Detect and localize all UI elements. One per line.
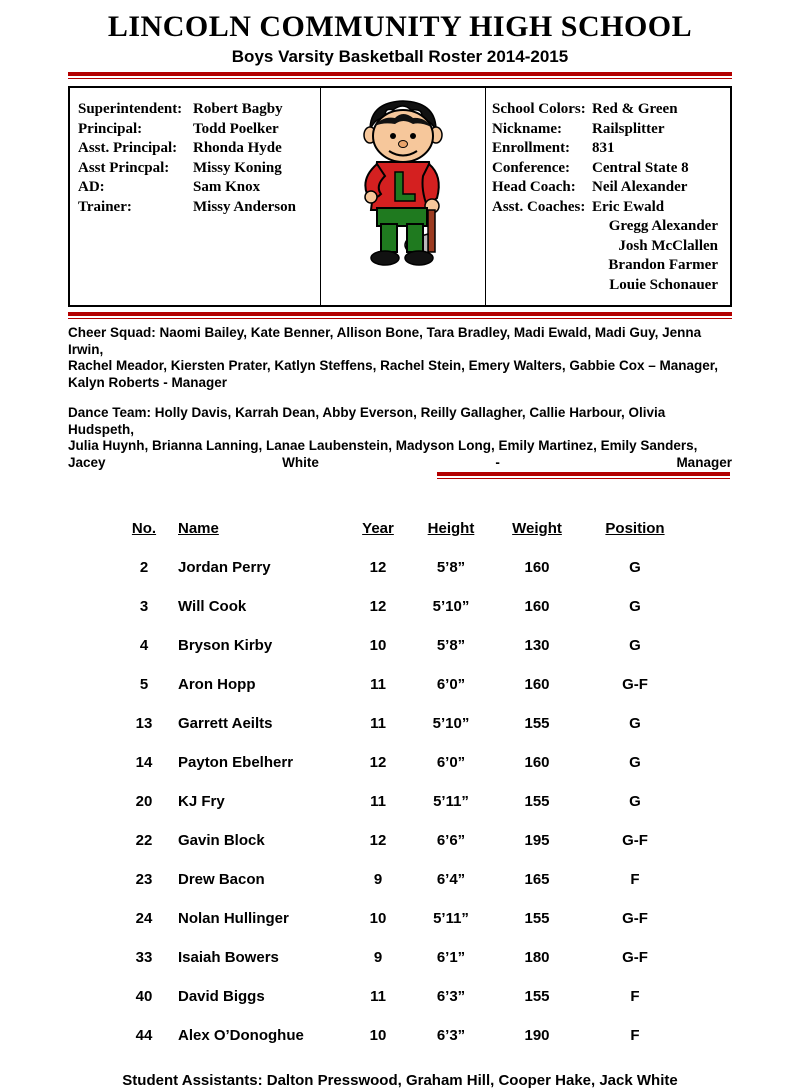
staff-row: [78, 120, 320, 140]
roster-table: [110, 509, 690, 1055]
roster-cell: G-F: [622, 676, 648, 693]
roster-cell: 5’8”: [436, 637, 466, 654]
roster-cell: 160: [524, 754, 550, 771]
roster-header-cell: No.: [131, 520, 157, 537]
school-fact-value: Eric Ewald: [592, 198, 665, 215]
assistant-coaches-list: [492, 217, 722, 295]
roster-header-row: [110, 509, 690, 548]
roster-header-cell: Position: [605, 520, 665, 537]
school-info-box: [68, 86, 732, 307]
staff-label: Superintendent:: [78, 101, 183, 117]
dance-team-word: Manager: [676, 454, 732, 470]
staff-label: Trainer:: [78, 198, 132, 215]
staff-value: Missy Koning: [193, 159, 282, 176]
dance-team-line: Dance Team: Holly Davis, Karrah Dean, Abby Everson, Reilly Gallagher, Callie Harbour, Olivia Hudspeth,: [68, 405, 666, 437]
cheer-squad-paragraph: [68, 325, 732, 391]
school-fact-value: Neil Alexander: [592, 179, 688, 195]
school-fact-label: Head Coach:: [492, 179, 576, 195]
roster-cell: 180: [524, 949, 550, 966]
staff-row: [78, 178, 320, 198]
roster-body: [110, 548, 690, 1055]
roster-cell: 160: [524, 676, 550, 693]
roster-header-cell: Name: [178, 520, 219, 537]
roster-player-row: [110, 860, 690, 899]
staff-value: Robert Bagby: [193, 101, 283, 117]
school-fact-label: Enrollment:: [492, 140, 571, 156]
roster-cell: Isaiah Bowers: [178, 949, 279, 966]
school-fact-label: School Colors:: [492, 101, 586, 117]
roster-cell: 20: [135, 793, 153, 810]
school-fact-label: Nickname:: [492, 120, 562, 137]
roster-cell: 12: [369, 598, 387, 615]
roster-cell: 24: [135, 910, 153, 927]
roster-cell: 40: [135, 988, 153, 1005]
staff-value: Sam Knox: [193, 179, 261, 195]
roster-cell: 11: [370, 715, 386, 732]
roster-cell: Jordan Perry: [178, 559, 271, 576]
roster-cell: 190: [524, 1027, 550, 1044]
school-fact-row: [492, 120, 722, 140]
roster-cell: 23: [135, 871, 153, 888]
school-fact-row: [492, 139, 722, 159]
roster-cell: 160: [524, 598, 550, 615]
roster-cell: 2: [139, 559, 149, 576]
roster-cell: 165: [524, 871, 550, 888]
staff-label: Asst. Principal:: [78, 140, 178, 156]
roster-cell: Gavin Block: [178, 832, 265, 849]
staff-value: Todd Poelker: [193, 120, 279, 137]
roster-header-cell: Weight: [512, 520, 562, 537]
roster-cell: KJ Fry: [178, 793, 225, 810]
roster-cell: 5: [139, 676, 149, 693]
roster-cell: 12: [369, 559, 387, 576]
roster-cell: G: [629, 793, 641, 810]
school-fact-value: Central State 8: [592, 159, 689, 176]
school-fact-row: [492, 178, 722, 198]
roster-cell: F: [630, 988, 640, 1005]
roster-cell: 14: [135, 754, 153, 771]
roster-cell: 195: [524, 832, 550, 849]
roster-cell: 155: [524, 910, 550, 927]
roster-cell: Garrett Aeilts: [178, 715, 273, 732]
dance-team-word: Jacey: [68, 454, 106, 470]
roster-player-row: [110, 743, 690, 782]
roster-cell: 4: [139, 637, 149, 654]
school-fact-row: [492, 100, 722, 120]
roster-cell: 155: [524, 793, 550, 810]
divider-line-partial: [437, 472, 730, 479]
roster-cell: 12: [369, 754, 387, 771]
assistant-coach-name: Gregg Alexander: [608, 218, 718, 234]
staff-row: [78, 198, 320, 218]
roster-cell: G-F: [622, 832, 648, 849]
roster-cell: 155: [524, 715, 550, 732]
roster-cell: 6’0”: [436, 754, 466, 771]
page-title: LINCOLN COMMUNITY HIGH SCHOOL: [107, 10, 693, 43]
dance-team-word: -: [495, 454, 500, 470]
staff-label: Principal:: [78, 120, 143, 137]
staff-label: AD:: [78, 179, 105, 195]
roster-cell: David Biggs: [178, 988, 265, 1005]
roster-cell: 22: [135, 832, 153, 849]
roster-header-cell: Year: [362, 520, 394, 537]
roster-header-cell: Height: [427, 520, 475, 537]
roster-cell: 6’3”: [436, 988, 466, 1005]
school-fact-value: Red & Green: [592, 101, 678, 117]
roster-cell: Aron Hopp: [178, 676, 256, 693]
roster-player-row: [110, 626, 690, 665]
roster-cell: 10: [369, 1027, 387, 1044]
staff-value: Missy Anderson: [193, 198, 296, 215]
roster-cell: 11: [370, 988, 386, 1005]
school-fact-value: Railsplitter: [592, 120, 665, 137]
staff-row: [78, 159, 320, 179]
roster-cell: 3: [139, 598, 149, 615]
page-subtitle: Boys Varsity Basketball Roster 2014-2015: [231, 47, 569, 66]
cheer-squad-line: Kalyn Roberts - Manager: [68, 374, 228, 390]
roster-cell: G-F: [622, 910, 648, 927]
roster-cell: 10: [369, 910, 387, 927]
roster-cell: F: [630, 1027, 640, 1044]
dance-team-last-line: [68, 455, 732, 472]
school-fact-label: Conference:: [492, 159, 571, 176]
school-fact-row: [492, 159, 722, 179]
roster-cell: 5’11”: [433, 793, 469, 810]
school-fact-row: [492, 198, 722, 218]
roster-cell: G-F: [622, 949, 648, 966]
dance-team-paragraph: [68, 405, 732, 455]
roster-player-row: [110, 782, 690, 821]
mascot-cell: [320, 88, 486, 305]
roster-cell: Bryson Kirby: [178, 637, 273, 654]
assistant-coach-name: Louie Schonauer: [609, 276, 718, 293]
roster-cell: 6’1”: [436, 949, 466, 966]
roster-cell: 13: [135, 715, 153, 732]
dance-team-line: Julia Huynh, Brianna Lanning, Lanae Laubenstein, Madyson Long, Emily Martinez, Emily Sanders,: [68, 438, 698, 453]
roster-cell: 5’10”: [432, 715, 470, 732]
school-facts-list: [492, 100, 722, 217]
roster-cell: 11: [370, 676, 386, 693]
staff-label: Asst Princpal:: [78, 159, 170, 176]
roster-cell: Will Cook: [178, 598, 247, 615]
roster-player-row: [110, 665, 690, 704]
staff-row: [78, 100, 320, 120]
roster-cell: 9: [373, 871, 383, 888]
divider-line-mid: [68, 312, 732, 319]
railsplitter-mascot-icon: [337, 94, 469, 270]
roster-player-row: [110, 1016, 690, 1055]
roster-player-row: [110, 977, 690, 1016]
roster-cell: 130: [524, 637, 550, 654]
roster-cell: 33: [135, 949, 153, 966]
student-assistants-line: Student Assistants: Dalton Presswood, Graham Hill, Cooper Hake, Jack White: [122, 1072, 678, 1089]
roster-cell: 5’10”: [432, 598, 470, 615]
staff-value: Rhonda Hyde: [193, 140, 282, 156]
roster-cell: 6’3”: [436, 1027, 466, 1044]
roster-player-row: [110, 704, 690, 743]
roster-cell: 5’8”: [436, 559, 466, 576]
roster-cell: G: [629, 559, 641, 576]
roster-cell: G: [629, 598, 641, 615]
divider-line-top: [68, 72, 732, 79]
staff-column: [70, 88, 320, 305]
cheer-squad-line: Rachel Meador, Kiersten Prater, Katlyn Steffens, Rachel Stein, Emery Walters, Gabbie Cox – Manager,: [68, 358, 718, 373]
roster-cell: Alex O’Donoghue: [178, 1027, 304, 1044]
school-fact-value: 831: [592, 140, 615, 156]
roster-cell: 6’4”: [436, 871, 466, 888]
roster-player-row: [110, 899, 690, 938]
roster-cell: 9: [373, 949, 383, 966]
roster-cell: Payton Ebelherr: [178, 754, 294, 771]
school-fact-label: Asst. Coaches:: [492, 198, 586, 215]
roster-cell: 6’6”: [436, 832, 466, 849]
roster-player-row: [110, 938, 690, 977]
roster-cell: 5’11”: [433, 910, 469, 927]
roster-cell: 44: [135, 1027, 153, 1044]
roster-cell: G: [629, 637, 641, 654]
roster-player-row: [110, 587, 690, 626]
roster-cell: 160: [524, 559, 550, 576]
roster-cell: Drew Bacon: [178, 871, 265, 888]
school-facts-column: [486, 88, 730, 305]
roster-player-row: [110, 548, 690, 587]
dance-team-word: White: [282, 454, 319, 470]
roster-cell: Nolan Hullinger: [178, 910, 289, 927]
cheer-squad-line: Cheer Squad: Naomi Bailey, Kate Benner, Allison Bone, Tara Bradley, Madi Ewald, Madi Guy, Jenna Irwin,: [68, 325, 702, 357]
roster-player-row: [110, 821, 690, 860]
roster-cell: 10: [369, 637, 387, 654]
roster-cell: 6’0”: [436, 676, 466, 693]
staff-row: [78, 139, 320, 159]
roster-cell: 12: [369, 832, 387, 849]
roster-cell: G: [629, 715, 641, 732]
assistant-coach-name: Brandon Farmer: [608, 257, 718, 273]
roster-cell: 11: [370, 793, 386, 810]
assistant-coach-name: Josh McClallen: [618, 237, 718, 254]
roster-cell: G: [629, 754, 641, 771]
roster-cell: 155: [524, 988, 550, 1005]
roster-cell: F: [630, 871, 640, 888]
